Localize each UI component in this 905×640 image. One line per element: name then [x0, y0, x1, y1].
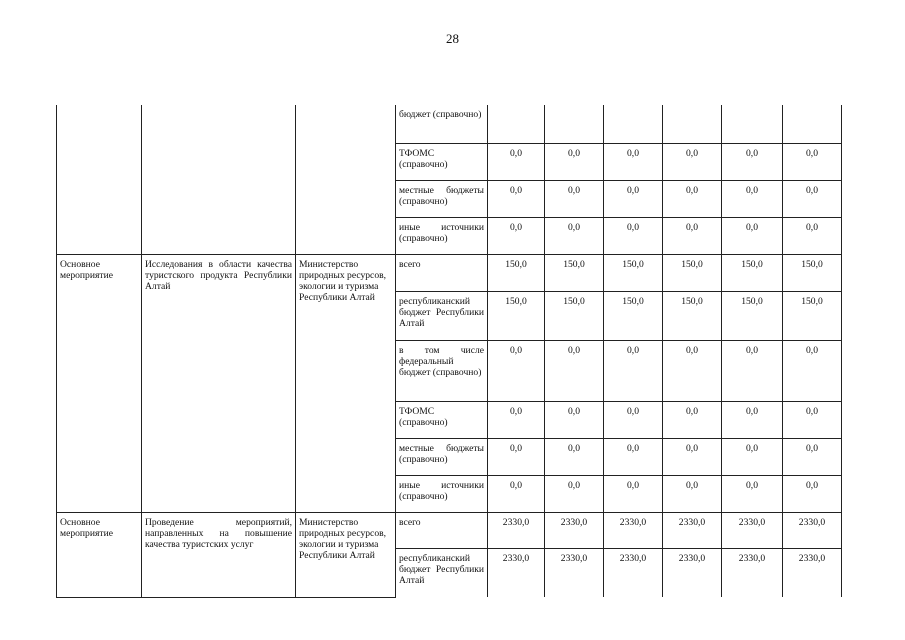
value-cell: 0,0	[722, 143, 783, 180]
value-cell: 2330,0	[722, 548, 783, 597]
value-cell: 0,0	[488, 475, 545, 512]
value-cell	[663, 105, 722, 143]
value-cell: 150,0	[604, 254, 663, 291]
value-cell: 0,0	[488, 217, 545, 254]
value-cell	[488, 105, 545, 143]
value-cell: 0,0	[722, 401, 783, 438]
source-cell: в том числе федеральный бюджет (справочно)	[396, 340, 488, 401]
value-cell: 0,0	[488, 438, 545, 475]
table-row	[57, 254, 842, 291]
value-cell: 2330,0	[545, 548, 604, 597]
source-cell: иные источники (справочно)	[396, 217, 488, 254]
value-cell: 2330,0	[488, 512, 545, 548]
value-cell: 0,0	[545, 438, 604, 475]
executor-cell: Министерство природных ресурсов, экологии и туризма Республики Алтай	[296, 512, 396, 597]
value-cell: 0,0	[783, 180, 842, 217]
activity-name-cell: Проведение мероприятий, направленных на повышение качества туристских услуг	[142, 512, 296, 597]
value-cell: 0,0	[663, 180, 722, 217]
source-cell: республиканский бюджет Республики Алтай	[396, 548, 488, 597]
activity-type-cell: Основное мероприятие	[57, 512, 142, 597]
value-cell: 0,0	[783, 217, 842, 254]
value-cell: 0,0	[604, 340, 663, 401]
activity-name-cell: Исследования в области качества туристского продукта Республики Алтай	[142, 254, 296, 512]
value-cell: 0,0	[545, 401, 604, 438]
value-cell: 0,0	[663, 143, 722, 180]
value-cell: 0,0	[783, 143, 842, 180]
value-cell: 150,0	[488, 291, 545, 340]
activity-type-cell: Основное мероприятие	[57, 254, 142, 512]
value-cell: 0,0	[722, 217, 783, 254]
source-cell: местные бюджеты (справочно)	[396, 438, 488, 475]
value-cell: 0,0	[722, 340, 783, 401]
value-cell: 150,0	[663, 254, 722, 291]
source-cell: местные бюджеты (справочно)	[396, 180, 488, 217]
value-cell: 2330,0	[663, 548, 722, 597]
value-cell: 0,0	[604, 475, 663, 512]
value-cell: 0,0	[604, 217, 663, 254]
activity-name-cell	[142, 105, 296, 254]
page-number: 28	[446, 31, 459, 46]
value-cell: 0,0	[783, 401, 842, 438]
value-cell: 2330,0	[488, 548, 545, 597]
value-cell: 150,0	[722, 291, 783, 340]
value-cell: 0,0	[488, 401, 545, 438]
source-cell: всего	[396, 254, 488, 291]
executor-cell	[296, 105, 396, 254]
source-cell: ТФОМС (справочно)	[396, 143, 488, 180]
value-cell: 0,0	[722, 180, 783, 217]
value-cell	[783, 105, 842, 143]
value-cell: 0,0	[545, 340, 604, 401]
value-cell	[604, 105, 663, 143]
source-cell: всего	[396, 512, 488, 548]
value-cell: 0,0	[783, 340, 842, 401]
value-cell: 0,0	[663, 217, 722, 254]
value-cell: 0,0	[783, 438, 842, 475]
funding-table	[56, 105, 842, 598]
value-cell: 150,0	[783, 254, 842, 291]
value-cell: 150,0	[663, 291, 722, 340]
value-cell: 0,0	[604, 143, 663, 180]
value-cell: 0,0	[604, 401, 663, 438]
value-cell: 0,0	[545, 143, 604, 180]
value-cell	[545, 105, 604, 143]
source-cell: республиканский бюджет Республики Алтай	[396, 291, 488, 340]
value-cell: 150,0	[604, 291, 663, 340]
type-cell	[57, 105, 142, 254]
value-cell: 0,0	[545, 475, 604, 512]
value-cell: 0,0	[783, 475, 842, 512]
value-cell: 2330,0	[545, 512, 604, 548]
value-cell: 150,0	[722, 254, 783, 291]
executor-cell: Министерство природных ресурсов, экологии и туризма Республики Алтай	[296, 254, 396, 512]
value-cell: 0,0	[604, 180, 663, 217]
value-cell: 0,0	[545, 180, 604, 217]
value-cell: 150,0	[488, 254, 545, 291]
table-row	[57, 105, 842, 143]
value-cell: 0,0	[663, 340, 722, 401]
source-cell: иные источники (справочно)	[396, 475, 488, 512]
value-cell	[722, 105, 783, 143]
value-cell: 150,0	[783, 291, 842, 340]
value-cell: 2330,0	[604, 548, 663, 597]
value-cell: 2330,0	[604, 512, 663, 548]
value-cell: 0,0	[545, 217, 604, 254]
value-cell: 0,0	[663, 401, 722, 438]
value-cell: 0,0	[663, 438, 722, 475]
value-cell: 0,0	[488, 180, 545, 217]
value-cell: 150,0	[545, 254, 604, 291]
source-cell: бюджет (справочно)	[396, 105, 488, 143]
value-cell: 0,0	[488, 143, 545, 180]
value-cell: 0,0	[488, 340, 545, 401]
value-cell: 2330,0	[663, 512, 722, 548]
source-cell: ТФОМС (справочно)	[396, 401, 488, 438]
value-cell: 0,0	[604, 438, 663, 475]
value-cell: 0,0	[663, 475, 722, 512]
value-cell: 150,0	[545, 291, 604, 340]
value-cell: 2330,0	[783, 512, 842, 548]
value-cell: 0,0	[722, 438, 783, 475]
value-cell: 2330,0	[783, 548, 842, 597]
value-cell: 2330,0	[722, 512, 783, 548]
table-row	[57, 512, 842, 548]
value-cell: 0,0	[722, 475, 783, 512]
